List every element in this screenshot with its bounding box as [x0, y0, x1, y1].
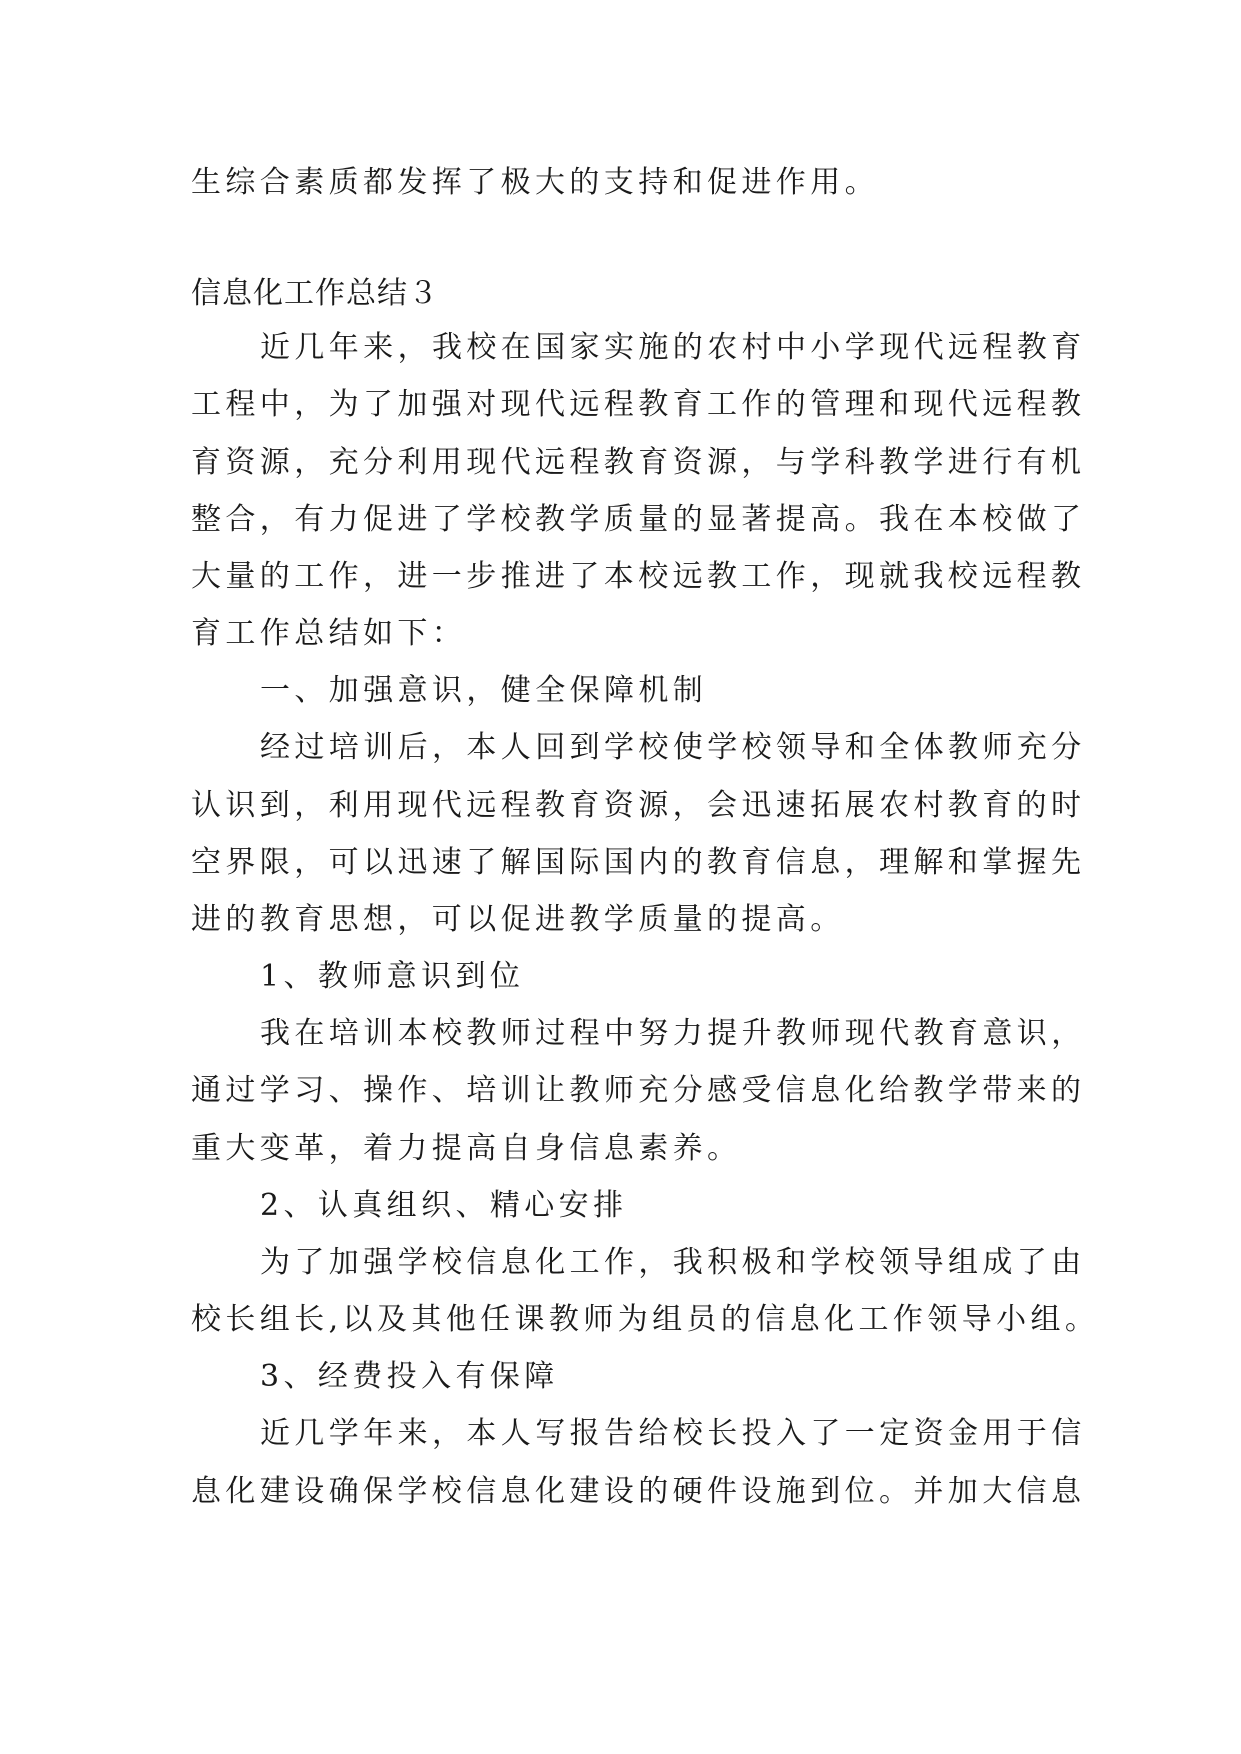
paragraph-line: 重大变革，着力提高自身信息素养。: [191, 1131, 742, 1166]
paragraph-line: 育资源，充分利用现代远程教育资源，与学科教学进行有机: [191, 445, 1086, 480]
continuation-line: 生综合素质都发挥了极大的支持和促进作用。: [191, 165, 879, 200]
paragraph-line: 通过学习、操作、培训让教师充分感受信息化给教学带来的: [191, 1073, 1086, 1108]
paragraph-line: 经过培训后，本人回到学校使学校领导和全体教师充分: [260, 730, 1086, 765]
item-heading: 3、经费投入有保障: [260, 1359, 559, 1394]
paragraph-line: 息化建设确保学校信息化建设的硬件设施到位。并加大信息: [191, 1474, 1086, 1509]
paragraph-line: 整合，有力促进了学校教学质量的显著提高。我在本校做了: [191, 502, 1086, 537]
paragraph-line: 近几学年来，本人写报告给校长投入了一定资金用于信: [260, 1416, 1086, 1451]
section-title: 信息化工作总结３: [191, 276, 439, 311]
item-heading: 2、认真组织、精心安排: [260, 1188, 628, 1223]
item-heading: 1、教师意识到位: [260, 959, 525, 994]
paragraph-line: 为了加强学校信息化工作，我积极和学校领导组成了由: [260, 1245, 1086, 1280]
paragraph-line: 大量的工作，进一步推进了本校远教工作，现就我校远程教: [191, 559, 1086, 594]
paragraph-line: 工程中，为了加强对现代远程教育工作的管理和现代远程教: [191, 387, 1086, 422]
paragraph-line: 认识到，利用现代远程教育资源，会迅速拓展农村教育的时: [191, 788, 1086, 823]
paragraph-line: 进的教育思想，可以促进教学质量的提高。: [191, 902, 845, 937]
paragraph-line: 校长组长,以及其他任课教师为组员的信息化工作领导小组。: [191, 1302, 1100, 1337]
paragraph-line: 近几年来，我校在国家实施的农村中小学现代远程教育: [260, 330, 1086, 365]
paragraph-line: 育工作总结如下：: [191, 616, 467, 651]
paragraph-line: 我在培训本校教师过程中努力提升教师现代教育意识，: [260, 1016, 1086, 1051]
subsection-heading: 一、加强意识，健全保障机制: [260, 673, 708, 708]
paragraph-line: 空界限，可以迅速了解国际国内的教育信息，理解和掌握先: [191, 845, 1086, 880]
